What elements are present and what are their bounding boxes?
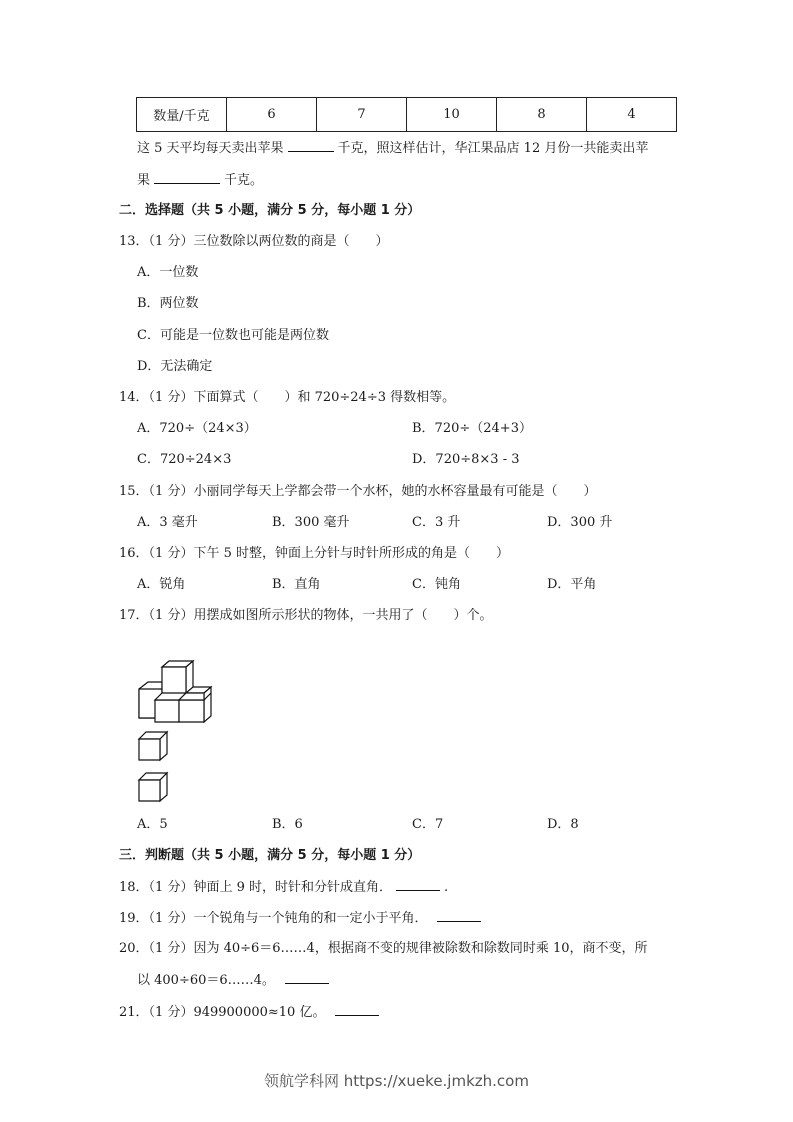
- section-heading-judgment: 三．判断题（共 5 小题，满分 5 分，每小题 1 分）: [119, 848, 421, 863]
- q17-option-b[interactable]: B．6: [272, 817, 303, 832]
- q15-option-a[interactable]: A．3 毫升: [137, 515, 198, 530]
- table-cell: 7: [317, 98, 407, 132]
- section-heading-choice: 二．选择题（共 5 小题，满分 5 分，每小题 1 分）: [119, 203, 421, 218]
- table-cell: 10: [407, 98, 497, 132]
- table-row: [137, 98, 677, 132]
- q17-option-d[interactable]: D．8: [547, 817, 579, 832]
- q13-option-b[interactable]: B．两位数: [137, 296, 199, 311]
- single-cube-view-2: [138, 772, 168, 802]
- question-18: 18．（1 分）钟面上 9 时，时针和分针成直角． .: [119, 880, 449, 895]
- question-14-stem: 14．（1 分）下面算式（ ）和 720÷24÷3 得数相等。: [119, 390, 456, 405]
- table-row-label: 数量/千克: [137, 98, 227, 132]
- q13-option-d[interactable]: D．无法确定: [137, 359, 213, 374]
- answer-blank[interactable]: [285, 971, 329, 984]
- answer-blank[interactable]: [288, 139, 334, 152]
- table-cell: 4: [587, 98, 677, 132]
- q17-option-c[interactable]: C．7: [412, 817, 444, 832]
- question-16-stem: 16．（1 分）下午 5 时整，钟面上分针与时针所形成的角是（ ）: [119, 546, 509, 561]
- q12-line-2: 果 千克。: [137, 173, 264, 188]
- q14-option-a[interactable]: A．720÷（24×3）: [137, 421, 257, 436]
- q13-option-c[interactable]: C．可能是一位数也可能是两位数: [137, 328, 329, 343]
- answer-blank[interactable]: [335, 1003, 379, 1016]
- q13-option-a[interactable]: A．一位数: [137, 265, 199, 280]
- q14-option-d[interactable]: D．720÷8×3 - 3: [412, 452, 520, 467]
- single-cube-view-1: [138, 731, 168, 761]
- q16-option-a[interactable]: A．锐角: [137, 577, 186, 592]
- q14-option-b[interactable]: B．720÷（24+3）: [412, 421, 532, 436]
- q17-option-a[interactable]: A．5: [137, 817, 168, 832]
- sales-table: [136, 97, 677, 132]
- answer-blank[interactable]: [437, 909, 481, 922]
- q15-option-d[interactable]: D．300 升: [547, 515, 613, 530]
- answer-blank[interactable]: [154, 171, 220, 184]
- q16-option-d[interactable]: D．平角: [547, 577, 597, 592]
- question-19: 19．（1 分）一个锐角与一个钝角的和一定小于平角．: [119, 909, 485, 928]
- answer-blank[interactable]: [396, 878, 440, 891]
- footer-watermark: 领航学科网 https://xueke.jmkzh.com: [264, 1072, 529, 1090]
- question-20-line-2: 以 400÷60＝6……4。: [137, 971, 333, 990]
- table-cell: 8: [497, 98, 587, 132]
- cube-arrangement-figure: [135, 660, 215, 725]
- table-cell: 6: [227, 98, 317, 132]
- q15-option-b[interactable]: B．300 毫升: [272, 515, 350, 530]
- question-15-stem: 15．（1 分）小丽同学每天上学都会带一个水杯，她的水杯容量最有可能是（ ）: [119, 484, 597, 499]
- q16-option-c[interactable]: C．钝角: [412, 577, 461, 592]
- q16-option-b[interactable]: B．直角: [272, 577, 321, 592]
- question-20-line-1: 20．（1 分）因为 40÷6＝6……4，根据商不变的规律被除数和除数同时乘 10，商不变，所: [119, 941, 648, 956]
- question-17-stem: 17．（1 分）用摆成如图所示形状的物体，一共用了（ ）个。: [119, 608, 493, 623]
- q14-option-c[interactable]: C．720÷24×3: [137, 452, 232, 467]
- question-13-stem: 13．（1 分）三位数除以两位数的商是（ ）: [119, 234, 389, 249]
- q15-option-c[interactable]: C．3 升: [412, 515, 461, 530]
- question-21: 21．（1 分）949900000≈10 亿。: [119, 1003, 383, 1022]
- q12-line-1: 这 5 天平均每天卖出苹果 千克，照这样估计，华江果品店 12 月份一共能卖出苹: [137, 141, 649, 156]
